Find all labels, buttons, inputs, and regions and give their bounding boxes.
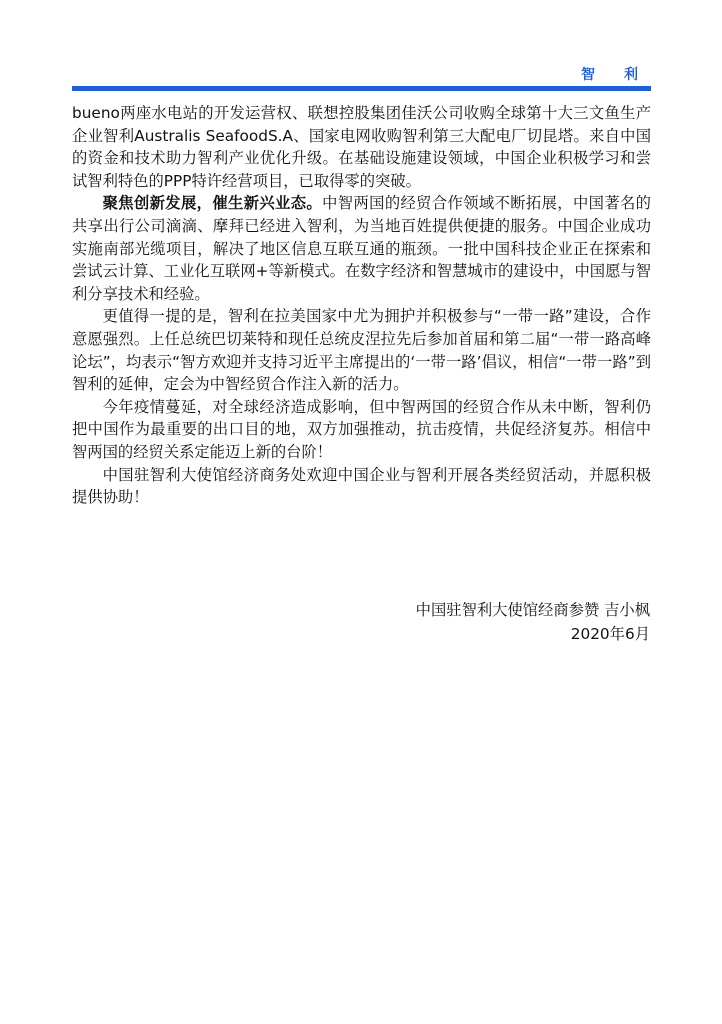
page-header-title: 智 利 xyxy=(581,67,650,83)
paragraph-2 xyxy=(72,192,651,305)
article-body xyxy=(72,102,651,509)
paragraph-5: 中国驻智利大使馆经济商务处欢迎中国企业与智利开展各类经贸活动，并愿积极提供协助！ xyxy=(72,465,651,507)
paragraph-3: 更值得一提的是，智利在拉美国家中尤为拥护并积极参与“一带一路”建设，合作意愿强烈。上任总统巴切莱特和现任总统皮涅拉先后参加首届和第二届“一带一路高峰论坛”，均表示“智方欢迎并支持习近平主席提出的‘一带一路’倡议，相信“一带一路”到智利的延伸，定会为中智经贸合作注入新的活力。 xyxy=(72,307,651,394)
paragraph-2-lead: 聚焦创新发展，催生新兴业态。 xyxy=(102,194,323,213)
signature-author: 中国驻智利大使馆经商参赞 吉小枫 xyxy=(415,601,650,619)
signature-block xyxy=(416,598,650,646)
paragraph-2-body: 中智两国的经贸合作领域不断拓展，中国著名的共享出行公司滴滴、摩拜已经进入智利，为当地百姓提供便捷的服务。中国企业成功实施南部光缆项目，解决了地区信息互联互通的瓶颈。一批中国科技企业正在探索和尝试云计算、工业化互联网+等新模式。在数字经济和智慧城市的建设中，中国愿与智利分享技术和经验。 xyxy=(72,194,651,303)
signature-date: 2020年6月 xyxy=(570,625,650,643)
paragraph-4: 今年疫情蔓延，对全球经济造成影响，但中智两国的经贸合作从未中断，智利仍把中国作为最重要的出口目的地，双方加强推动，抗击疫情，共促经济复苏。相信中智两国的经贸关系定能迈上新的台阶！ xyxy=(72,397,651,461)
header-rule xyxy=(72,86,651,91)
paragraph-1: bueno两座水电站的开发运营权、联想控股集团佳沃公司收购全球第十大三文鱼生产企业智利Australis SeafoodS.A、国家电网收购智利第三大配电厂切昆塔。来自中国的资金和技术助力智利产业优化升级。在基础设施建设领域，中国企业积极学习和尝试智利特色的PPP特许经营项目，已取得零的突破。 xyxy=(72,104,651,190)
